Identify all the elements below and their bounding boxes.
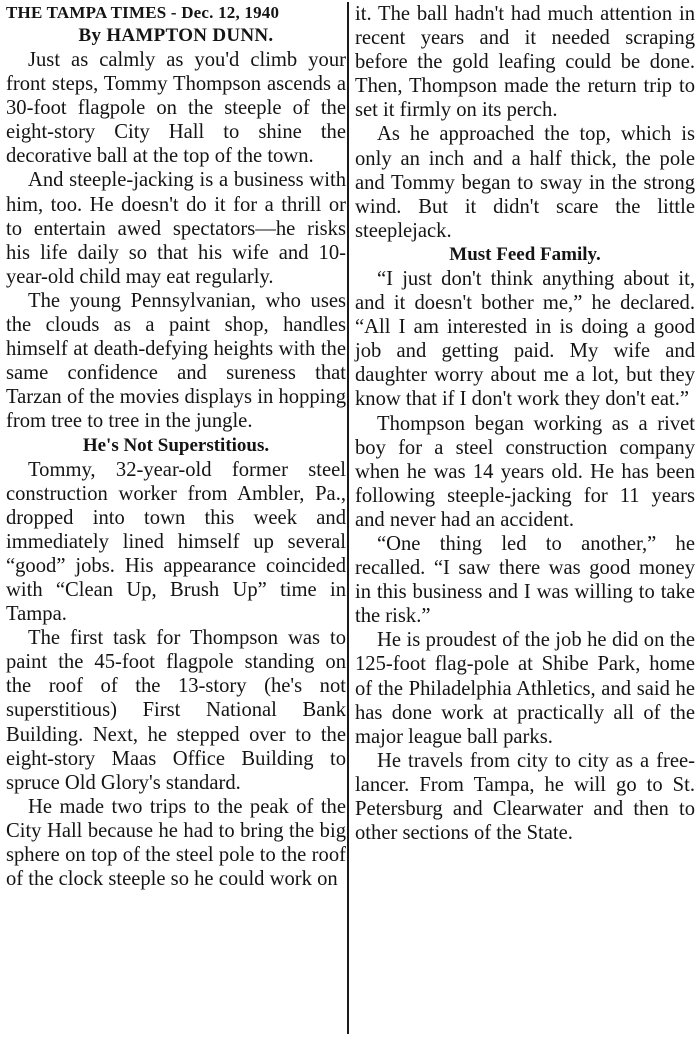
right-column [355, 2, 695, 845]
paragraph: Tommy, 32-year-old former steel construction worker from Ambler, Pa., dropped into town this week and immediately lined himself up several “good” jobs. His appearance coincided with “Clean Up, Brush Up” time in Tampa. [6, 458, 346, 626]
paragraph: He is proudest of the job he did on the 125-foot flag-pole at Shibe Park, home of the Philadelphia Athletics, and said he has done work at practically all of the major league ball parks. [355, 629, 695, 748]
left-column [6, 24, 346, 891]
paragraph: The first task for Thompson was to paint the 45-foot flagpole standing on the roof of the 13-story (he's not superstitious) First National Bank Building. Next, he stepped over to the eight-story Maas Office Building to spruce Old Glory's standard. [6, 627, 346, 794]
paragraph: And steeple-jacking is a business with him, too. He doesn't do it for a thrill or to entertain awed spectators—he risks his life daily so that his wife and 10-year-old child may eat regularly. [6, 169, 346, 288]
paragraph: He travels from city to city as a free-lancer. From Tampa, he will go to St. Petersburg and Clearwater and then to other sections of the State. [355, 749, 695, 845]
paragraph: Just as calmly as you'd climb your front steps, Tommy Thompson ascends a 30-foot flagpole on the steeple of the eight-story City Hall to shine the decorative ball at the top of the town. [6, 49, 346, 168]
column-divider [347, 2, 349, 1034]
masthead: THE TAMPA TIMES - Dec. 12, 1940 [6, 3, 280, 22]
paragraph: As he approached the top, which is only an inch and a half thick, the pole and Tommy began to sway in the strong wind. But it didn't scare the little steeplejack. [355, 123, 695, 242]
paragraph: Thompson began working as a rivet boy for a steel construction company when he was 14 years old. He has been following steeple-jacking for 11 years and never had an accident. [355, 412, 695, 531]
paragraph: He made two trips to the peak of the City Hall because he had to bring the big sphere on top of the steel pole to the roof of the clock steeple so he could work on [6, 795, 346, 891]
subheading: He's Not Superstitious. [82, 434, 270, 456]
paragraph: “I just don't think anything about it, and it doesn't bother me,” he declared. “All I am interested in is doing a good job and getting paid. My wife and daughter worry about me a lot, but they know that if I don't work they don't eat.” [355, 267, 695, 411]
subheading: Must Feed Family. [449, 243, 601, 265]
paragraph: “One thing led to another,” he recalled. “I saw there was good money in this business and I was willing to take the risk.” [355, 532, 695, 628]
paragraph-continued: it. The ball hadn't had much attention in recent years and it needed scraping before the gold leafing could be done. Then, Thompson made the return trip to set it firmly on its perch. [355, 3, 695, 122]
byline: By HAMPTON DUNN. [78, 25, 274, 46]
paragraph: The young Pennsylvanian, who uses the clouds as a paint shop, handles himself at death-defying heights with the same confidence and sureness that Tarzan of the movies displays in hopping from tree to tree in the jungle. [6, 289, 346, 433]
